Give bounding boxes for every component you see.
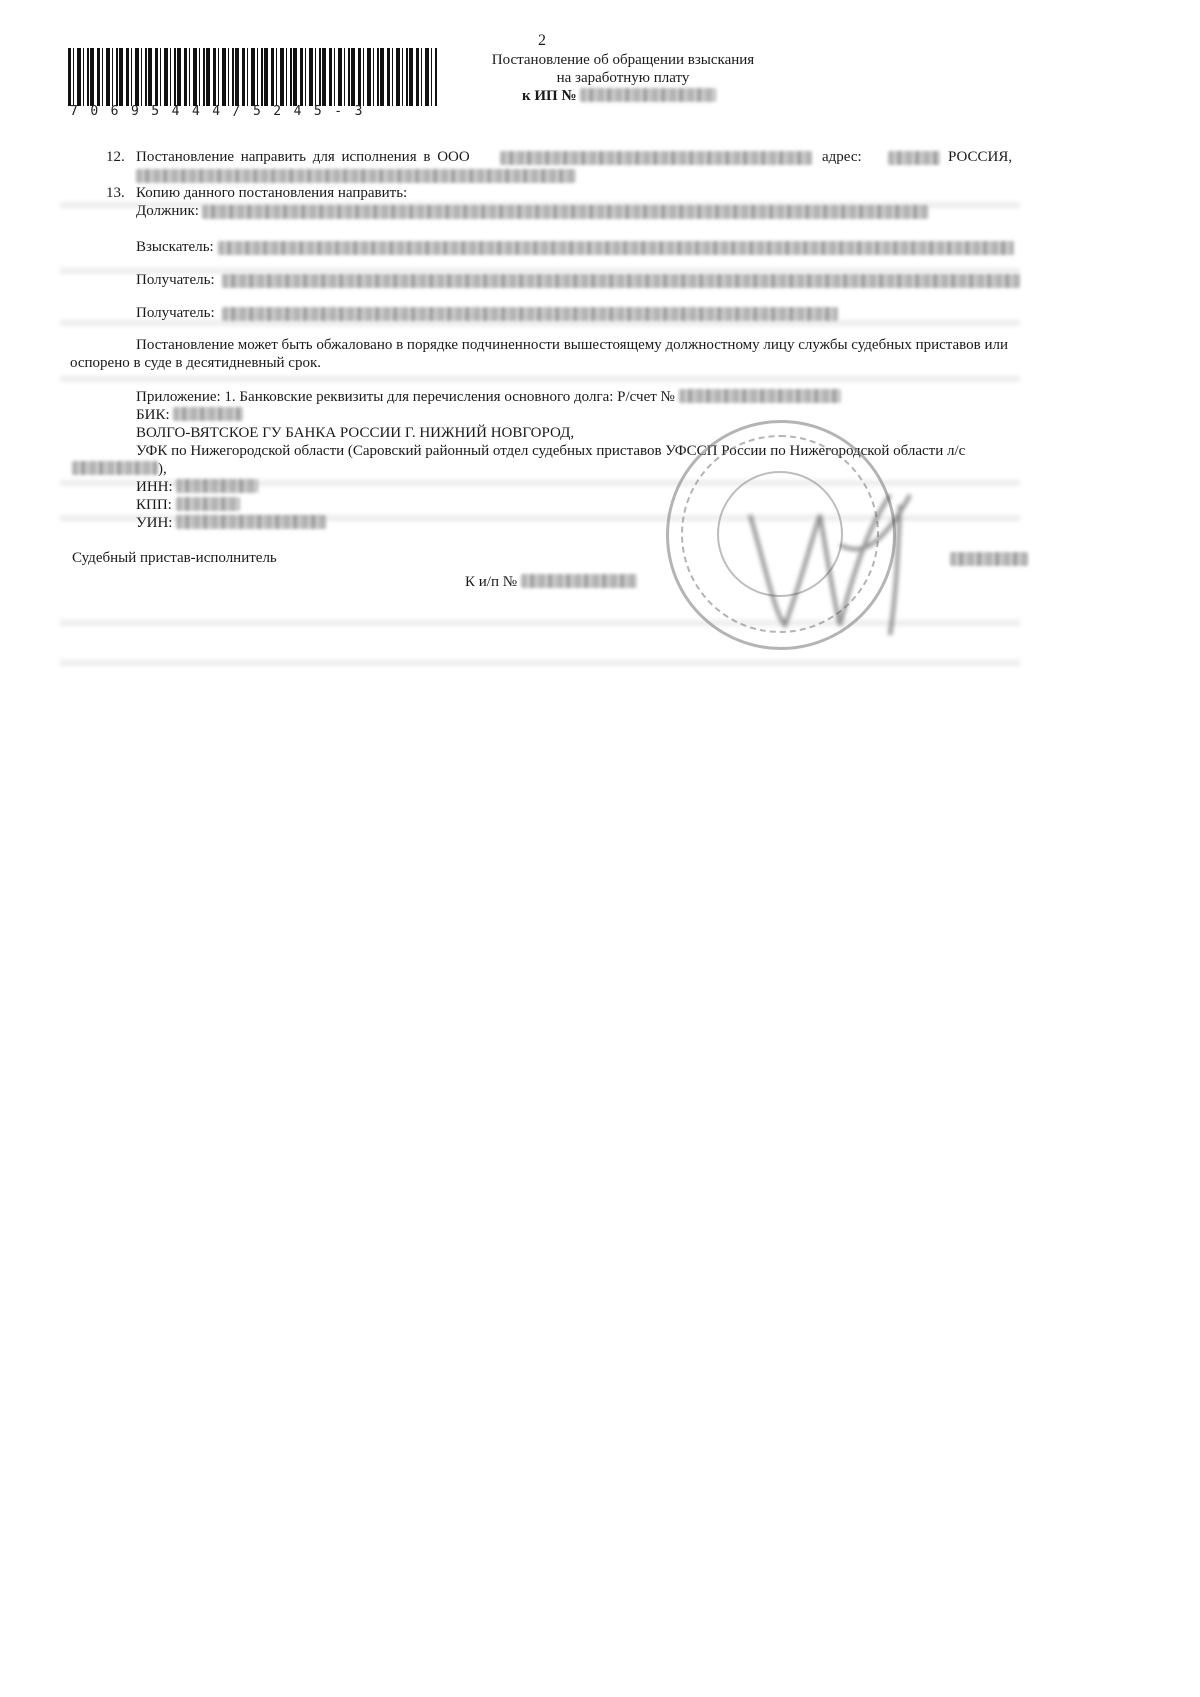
footer-ref-label: К и/п № (465, 574, 518, 590)
attachment-text: Приложение: 1. Банковские реквизиты для перечисления основного долга: Р/счет № (136, 389, 675, 405)
bik-row (136, 406, 243, 424)
header-line-2: на заработную плату (556, 70, 690, 86)
ufk-line: УФК по Нижегородской области (Саровский районный отдел судебных приставов УФССП России по Нижегородской области л/с (136, 443, 966, 459)
inn-label: ИНН: (136, 479, 173, 495)
attachment-line-1 (136, 388, 841, 406)
inn-row (136, 478, 258, 496)
bleed-through-line (60, 660, 1020, 666)
item-12-address-label: адрес: (822, 149, 862, 165)
redacted-postcode (888, 150, 940, 168)
header-line-3: к ИП № (522, 88, 577, 104)
kpp-label: КПП: (136, 497, 172, 513)
redacted-kpp (176, 497, 240, 511)
uin-row (136, 514, 326, 532)
header-line-1: Постановление об обращении взыскания (491, 52, 755, 68)
redacted-recipient-1 (222, 273, 1020, 291)
bleed-through-line (60, 376, 1020, 382)
redacted-bik (173, 407, 243, 421)
redacted-case-number (580, 88, 716, 102)
item-12-number: 12. (106, 149, 125, 165)
item-13-number: 13. (106, 185, 125, 201)
bik-label: БИК: (136, 407, 170, 423)
handwritten-signature (720, 455, 930, 645)
item-12-text: Постановление направить для исполнения в ООО (136, 149, 470, 165)
kpp-row (136, 496, 240, 514)
redacted-debtor (202, 204, 928, 222)
redacted-officer-name (950, 551, 1028, 569)
redacted-org-name (500, 150, 812, 168)
recipient-2-label: Получатель: (136, 305, 215, 321)
barcode-number: 70695444/5245-3 (70, 104, 375, 119)
redacted-ls (72, 461, 158, 475)
footer-ref (465, 573, 637, 591)
item-12-country: РОССИЯ, (948, 149, 1013, 165)
uin-label: УИН: (136, 515, 173, 531)
redacted-inn (176, 479, 258, 493)
ls-row (72, 460, 167, 478)
page-number: 2 (538, 32, 546, 49)
header-case-label (522, 87, 716, 105)
debtor-label: Должник: (136, 203, 199, 219)
redacted-footer-number (521, 574, 637, 588)
claimant-label: Взыскатель: (136, 239, 214, 255)
redacted-account (679, 389, 841, 403)
ls-tail: ), (158, 461, 167, 477)
redacted-uin (176, 515, 326, 529)
appeal-line-2: оспорено в суде в десятидневный срок. (70, 355, 321, 371)
item-13-text: Копию данного постановления направить: (136, 185, 408, 201)
redacted-claimant (218, 240, 1014, 258)
bank-name: ВОЛГО-ВЯТСКОЕ ГУ БАНКА РОССИИ Г. НИЖНИЙ НОВГОРОД, (136, 425, 575, 441)
appeal-line-1: Постановление может быть обжаловано в порядке подчиненности вышестоящему должностному лицу службы судебных приставов или (136, 337, 1009, 353)
recipient-1-label: Получатель: (136, 272, 215, 288)
barcode (68, 48, 438, 106)
signature-title: Судебный пристав-исполнитель (72, 550, 277, 566)
redacted-recipient-2 (222, 306, 838, 324)
